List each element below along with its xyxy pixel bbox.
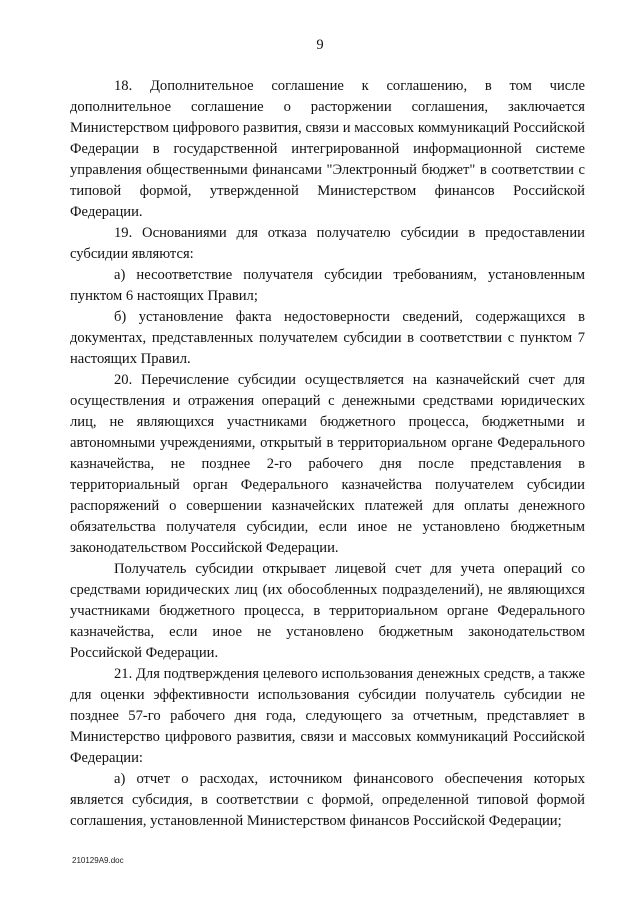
paragraph-19: 19. Основаниями для отказа получателю субсидии в предоставлении субсидии являются: [70,225,585,262]
paragraph-20: 20. Перечисление субсидии осуществляется на казначейский счет для осуществления и отражения операций с денежными средствами юридических лиц, не являющихся участниками бюджетного процесса, бюджетными и автономными учреждениями, открытый в территориальном органе Федерального казначейства, не позднее 2-го рабочего дня после представления в территориальный орган Федерального казначейства получателем субсидии распоряжений о совершении казначейских платежей для оплаты денежного обязательства получателя субсидии, если иное не установлено бюджетным законодательством Российской Федерации. [70,372,585,556]
paragraph-21: 21. Для подтверждения целевого использования денежных средств, а также для оценки эффективности использования субсидии получатель субсидии не позднее 57-го рабочего дня года, следующего за отчетным, представляет в Министерство цифрового развития, связи и массовых коммуникаций Российской Федерации: [70,666,585,766]
paragraph-19-a: а) несоответствие получателя субсидии требованиям, установленным пунктом 6 настоящих Правил; [70,267,585,304]
paragraph-21-a: а) отчет о расходах, источником финансового обеспечения которых является субсидия, в соответствии с формой, определенной типовой формой соглашения, установленной Министерством финансов Российской Федерации; [70,771,585,829]
document-file-code: 210129A9.doc [72,856,124,865]
paragraph-20-account: Получатель субсидии открывает лицевой счет для учета операций со средствами юридических лиц (их обособленных подразделений), не являющихся участниками бюджетного процесса, в территориальном органе Федерального казначейства, если иное не установлено бюджетным законодательством Российской Федерации. [70,561,585,661]
page-number: 9 [316,37,324,53]
document-body [70,76,585,832]
paragraph-18: 18. Дополнительное соглашение к соглашению, в том числе дополнительное соглашение о расторжении соглашения, заключается Министерством цифрового развития, связи и массовых коммуникаций Российской Федерации в государственной интегрированной информационной системе управления общественными финансами "Электронный бюджет" в соответствии с типовой формой, утвержденной Министерством финансов Российской Федерации. [70,78,585,220]
paragraph-19-b: б) установление факта недостоверности сведений, содержащихся в документах, представленных получателем субсидии в соответствии с пунктом 7 настоящих Правил. [70,309,585,367]
